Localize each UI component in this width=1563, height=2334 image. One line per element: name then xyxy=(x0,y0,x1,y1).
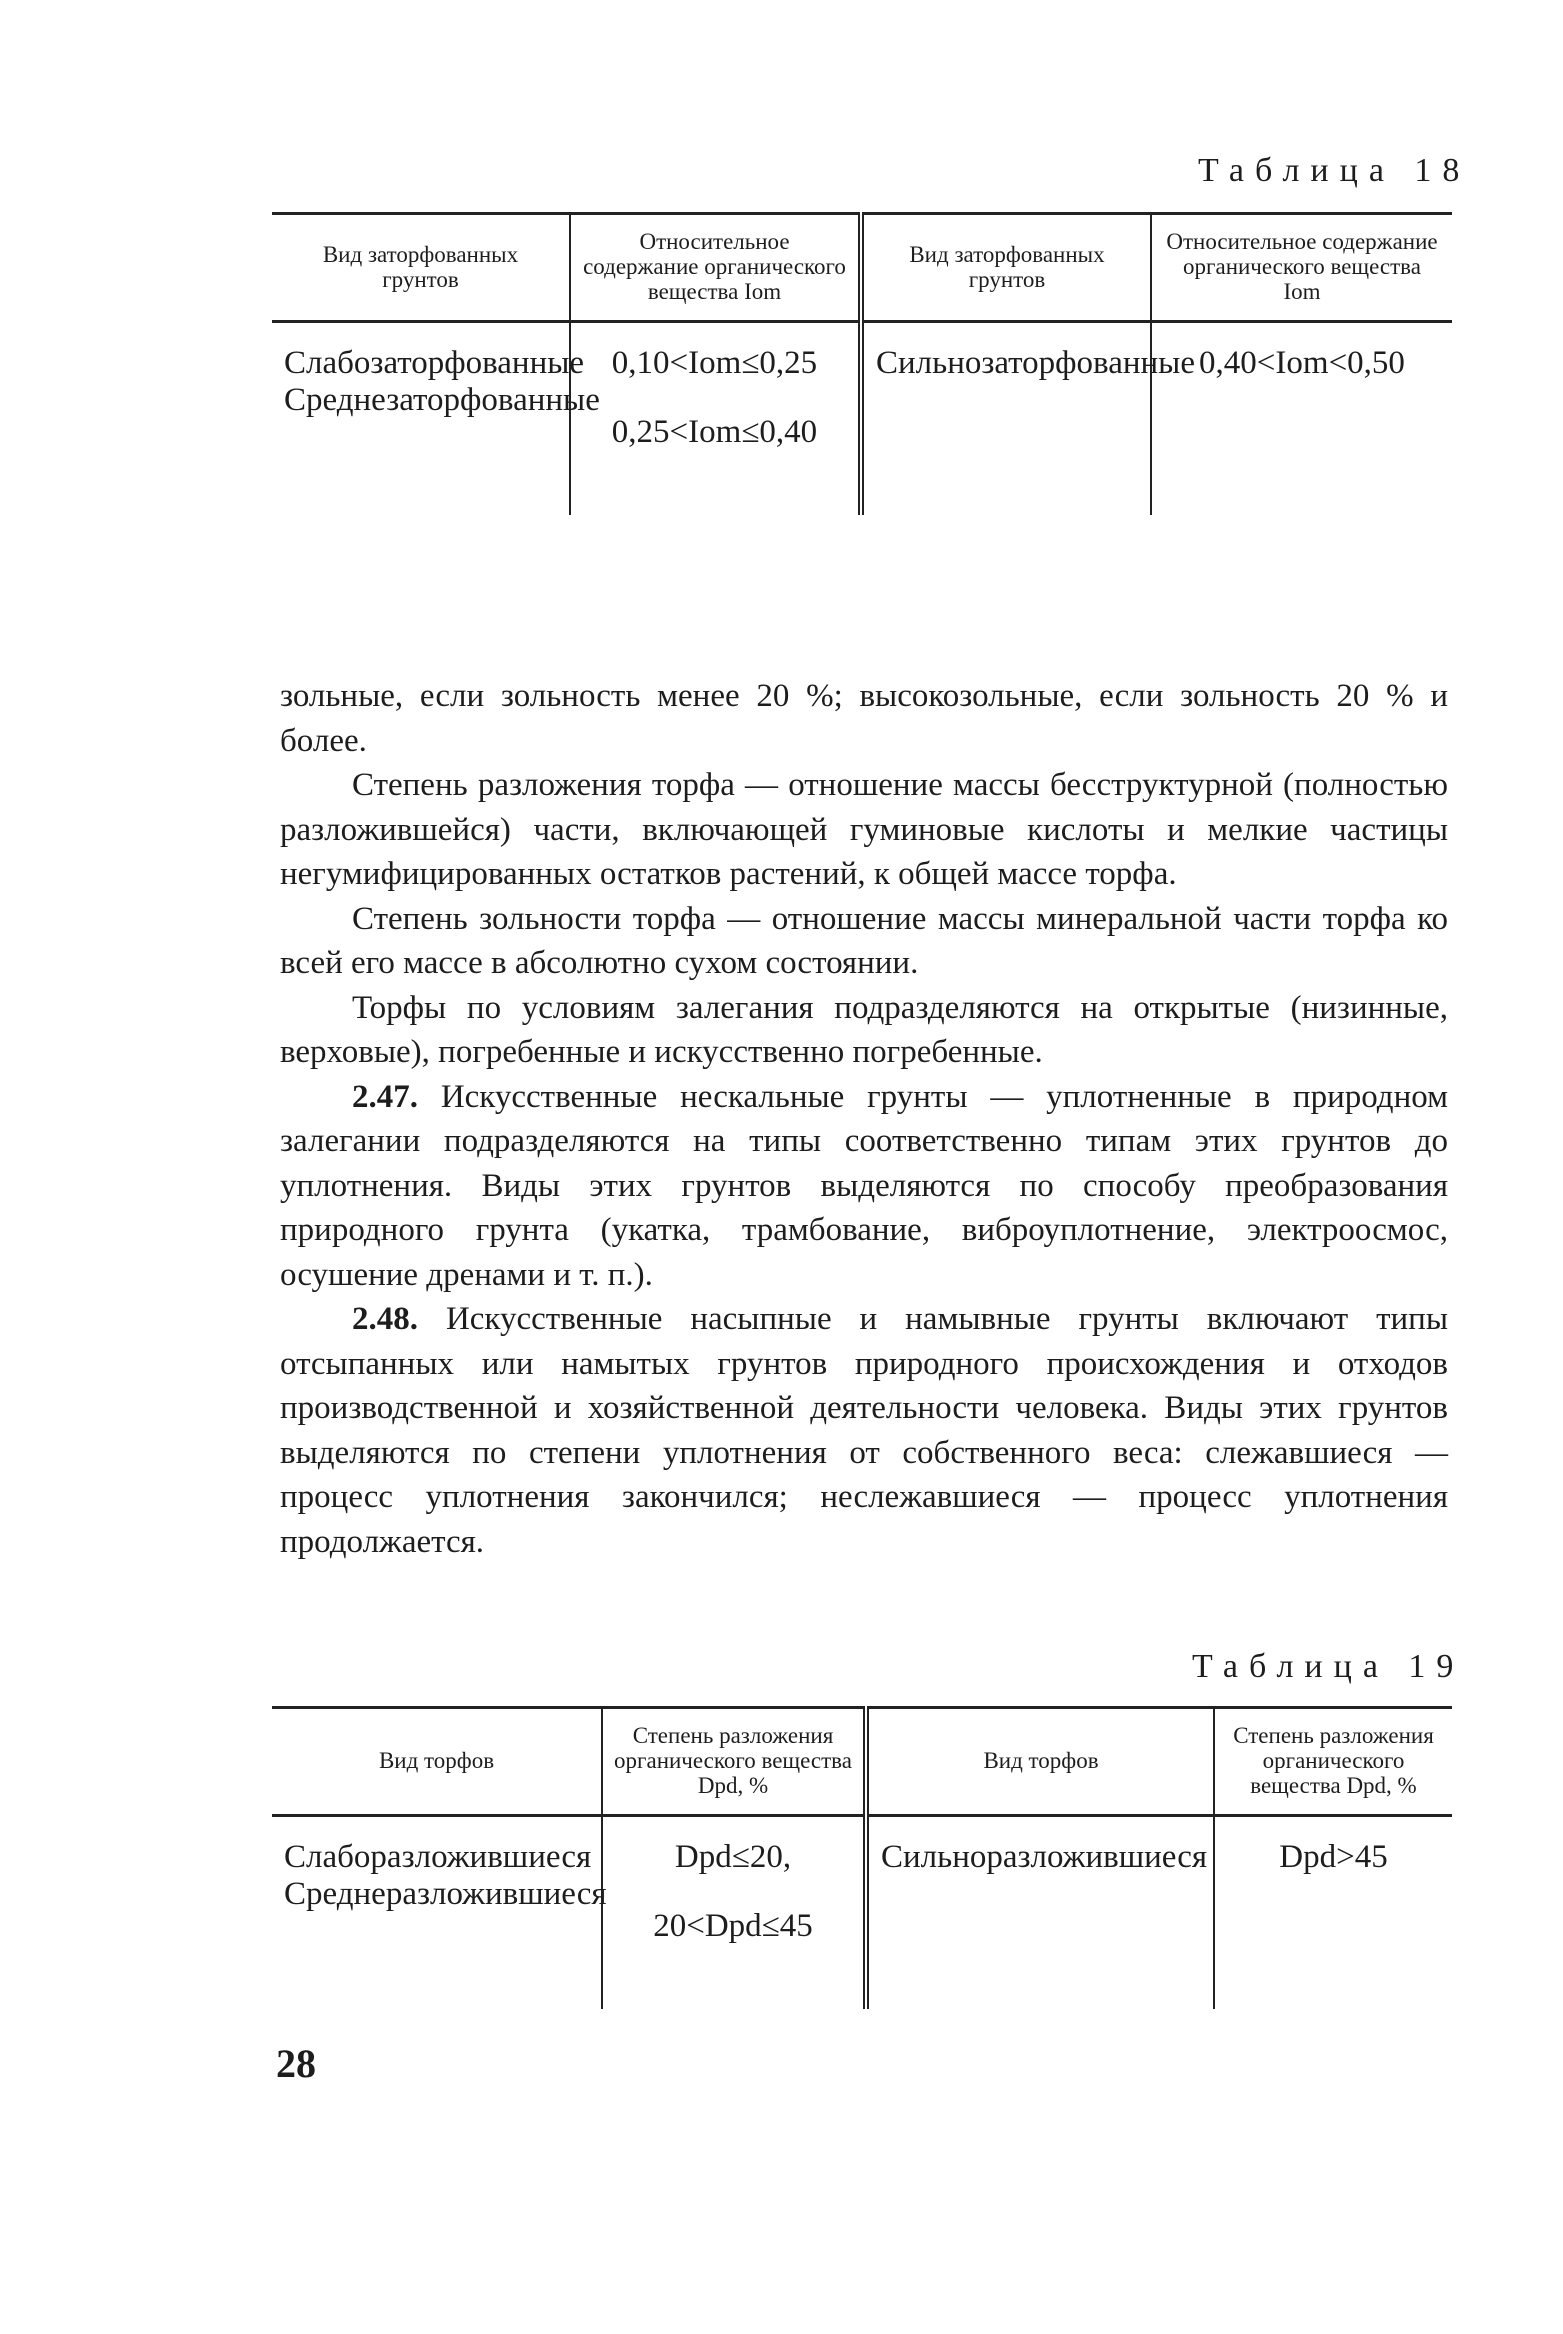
cell-text: Сильнозаторфованные xyxy=(876,345,1195,381)
cell-value: Dpd>45 xyxy=(1279,1839,1388,1875)
table-header-cell: Относительное содержание органического вещества Iom xyxy=(1151,214,1452,322)
paragraph xyxy=(280,1297,1448,1564)
table-header-cell: Вид торфов xyxy=(272,1708,602,1816)
table-header-cell: Вид торфов xyxy=(866,1708,1214,1816)
table-header-cell: Относительное содержание органического вещества Iom xyxy=(570,214,861,322)
paragraph-text: Искусственные насыпные и намывные грунты включают типы отсыпанных или намытых грунтов природного происхождения и отходов производственной и хозяйственной деятельности человека. Виды этих грунтов выделяются по степени уплотнения от собственного веса: слежавшиеся — процесс уплотнения закончился; неслежавшиеся — процесс уплотнения продолжается. xyxy=(280,1301,1449,1560)
table-cell xyxy=(1214,1816,1452,2010)
table-19-caption: Таблица 19 xyxy=(1192,1648,1465,1685)
table-cell xyxy=(570,322,861,516)
page-number: 28 xyxy=(276,2041,316,2086)
cell-value: 0,10<Iom≤0,25 xyxy=(611,345,818,381)
table-18 xyxy=(272,212,1452,515)
table-18-caption: Таблица 18 xyxy=(1198,152,1471,189)
table-header-row xyxy=(272,214,1452,322)
section-number: 2.47. xyxy=(352,1078,418,1115)
cell-value: 20<Dpd≤45 xyxy=(653,1908,813,1944)
table-cell xyxy=(272,322,600,516)
table-cell xyxy=(861,322,1195,516)
cell-text: Среднезаторфованные xyxy=(284,382,600,418)
table-header-cell: Вид заторфованных грунтов xyxy=(272,214,570,322)
table-row xyxy=(272,322,1452,516)
cell-text: Слаборазложившиеся xyxy=(284,1839,592,1875)
table-header-cell: Степень разложения органического вещества Dpd, % xyxy=(1214,1708,1452,1816)
paragraph xyxy=(280,1075,1448,1298)
cell-text: Слабозаторфованные xyxy=(284,345,585,381)
cell-text: Среднеразложившиеся xyxy=(284,1876,607,1912)
paragraph: Степень разложения торфа — отношение массы бесструктурной (полностью разложившейся) части, включающей гуминовые кислоты и мелкие частицы негумифицированных остатков растений, к общей массе торфа. xyxy=(280,767,1448,892)
table-cell xyxy=(272,1816,607,2010)
cell-value: Dpd≤20, xyxy=(674,1839,792,1875)
paragraph: зольные, если зольность менее 20 %; высокозольные, если зольность 20 % и более. xyxy=(280,678,1448,759)
table-cell xyxy=(1151,322,1452,516)
cell-value: 0,40<Iom<0,50 xyxy=(1199,345,1405,381)
body-text xyxy=(280,674,1448,1564)
cell-value: 0,25<Iom≤0,40 xyxy=(611,414,818,450)
table-19 xyxy=(272,1706,1452,2009)
paragraph-text: Искусственные нескальные грунты — уплотненные в природном залегании подразделяются на типы соответственно типам этих грунтов до уплотнения. Виды этих грунтов выделяются по способу преобразования природного грунта (укатка, трамбование, виброуплотнение, электроосмос, осушение дренами и т. п.). xyxy=(280,1078,1449,1293)
table-row xyxy=(272,1816,1452,2010)
table-header-row xyxy=(272,1708,1452,1816)
paragraph: Степень зольности торфа — отношение массы минеральной части торфа ко всей его массе в абсолютно сухом состоянии. xyxy=(280,900,1448,981)
paragraph: Торфы по условиям залегания подразделяются на открытые (низинные, верховые), погребенные и искусственно погребенные. xyxy=(280,989,1448,1070)
cell-text: Сильноразложившиеся xyxy=(881,1839,1208,1875)
table-header-cell: Вид заторфованных грунтов xyxy=(861,214,1151,322)
table-header-cell: Степень разложения органического вещества Dpd, % xyxy=(602,1708,866,1816)
table-cell xyxy=(602,1816,866,2010)
table-cell xyxy=(866,1816,1214,2010)
section-number: 2.48. xyxy=(352,1301,418,1337)
